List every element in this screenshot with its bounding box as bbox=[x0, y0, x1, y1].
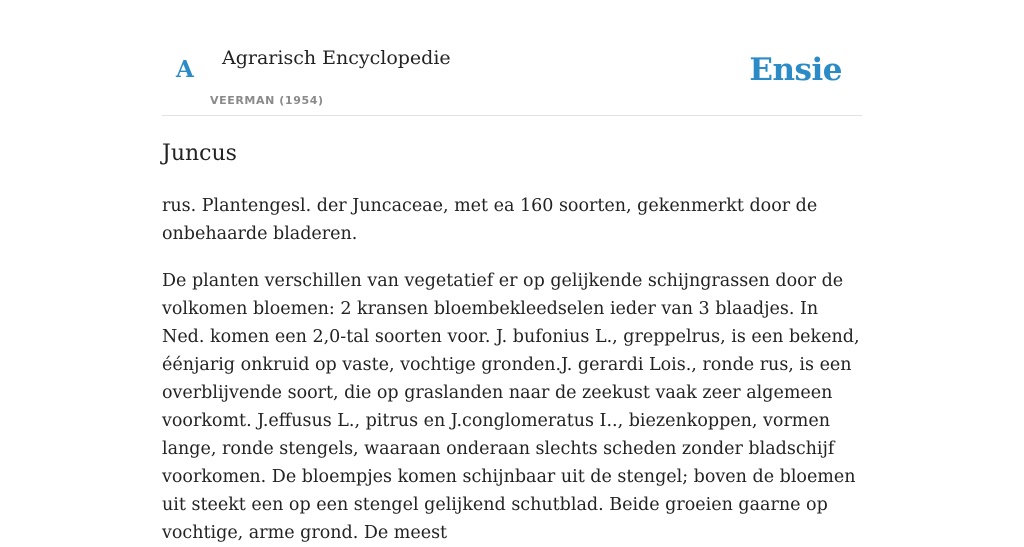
site-header bbox=[162, 0, 862, 116]
ensie-logo[interactable]: Ensie bbox=[749, 52, 842, 88]
book-author: VEERMAN (1954) bbox=[210, 94, 324, 107]
book-title[interactable]: Agrarisch Encyclopedie bbox=[222, 47, 451, 69]
article-paragraph: De planten verschillen van vegetatief er op gelijkende schijngrassen door de volkomen bloemen: 2 kransen bloembekleedselen ieder van 3 blaadjes. In Ned. komen een 2,0-tal soorten voor. J. bufonius L., greppelrus, is een bekend, éénjarig onkruid op vaste, vochtige gronden.J. gerardi Lois., ronde rus, is een overblijvende soort, die op graslanden naar de zeekust vaak zeer algemeen voorkomt. J.effusus L., pitrus en J.conglomeratus I.., biezenkoppen, vormen lange, ronde stengels, waaraan onderaan slechts scheden zonder bladschijf voorkomen. De bloempjes komen schijnbaar uit de stengel; boven de bloemen uit steekt een op een stengel gelijkend schutblad. Beide groeien gaarne op vochtige, arme grond. De meest bbox=[162, 271, 860, 543]
article-paragraph: rus. Plantengesl. der Juncaceae, met ea 160 soorten, gekenmerkt door de onbehaarde bladeren. bbox=[162, 196, 818, 244]
article bbox=[162, 138, 862, 547]
article-title: Juncus bbox=[162, 141, 237, 166]
letter-index-icon[interactable]: A bbox=[176, 56, 194, 83]
